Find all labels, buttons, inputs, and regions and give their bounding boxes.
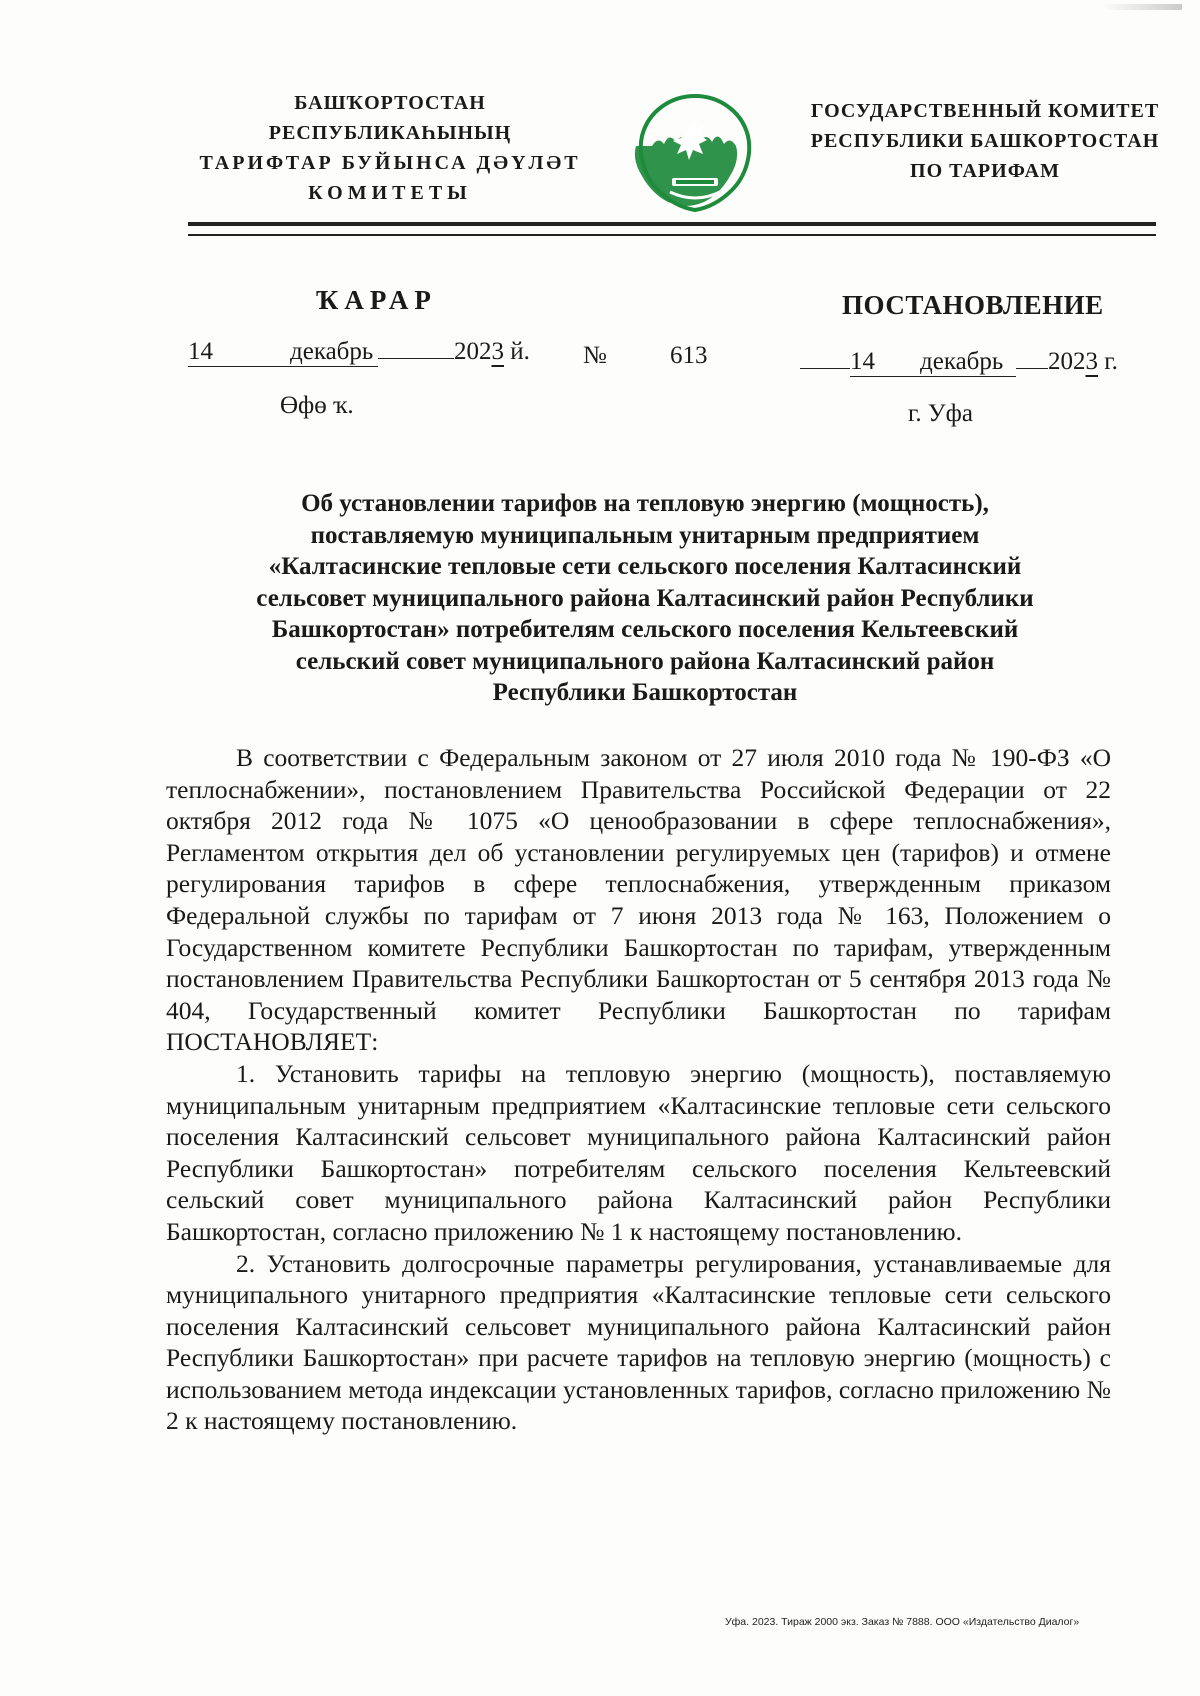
header-divider-thick	[188, 222, 1156, 226]
doc-type-bashkir: ҠАРАР	[316, 285, 437, 315]
header-right-line: ГОСУДАРСТВЕННЫЙ КОМИТЕТ	[810, 100, 1160, 122]
date-right-suffix: г.	[1104, 348, 1118, 375]
date-left-year-prefix: 202	[454, 338, 492, 365]
document-body	[166, 742, 1111, 1437]
title-line: сельский совет муниципального района Калтасинский район	[295, 647, 995, 675]
date-right-day: 14	[850, 348, 898, 377]
header-left-line: КОМИТЕТЫ	[308, 182, 472, 204]
header-left-line: ТАРИФТАР БУЙЫНСА ДӘҮЛӘТ	[199, 152, 581, 174]
item-1-paragraph: 1. Установить тарифы на тепловую энергию (мощность), поставляемую муниципальным унитарным предприятием «Калтасинские тепловые сети сельского поселения Калтасинский сельсовет муниципального района Калтасинский район Республики Башкортостан» потребителям сельского поселения Кельтеевский сельский совет муниципального района Калтасинский район Республики Башкортостан, согласно приложению № 1 к настоящему постановлению.	[166, 1058, 1111, 1246]
title-line: поставляемую муниципальным унитарным предприятием	[310, 521, 980, 549]
header-left-line: БАШҠОРТОСТАН РЕСПУБЛИКАҺЫНЫҢ	[268, 92, 512, 144]
title-line: Башкортостан» потребителям сельского поселения Кельтеевский	[271, 616, 1019, 643]
title-line: «Калтасинские тепловые сети сельского поселения Калтасинский	[268, 553, 1022, 580]
printer-imprint: Уфа. 2023. Тираж 2000 экз. Заказ № 7888. ООО «Издательство Диалог»	[725, 1616, 1080, 1628]
header-right-line: ПО ТАРИФАМ	[910, 160, 1060, 182]
place-russian: г. Уфа	[908, 400, 973, 427]
date-right-month: декабрь	[898, 348, 1016, 377]
header-divider-thin	[188, 234, 1156, 236]
date-left-month: декабрь	[248, 338, 378, 367]
date-left-day: 14	[188, 338, 248, 367]
document-title	[190, 488, 1100, 709]
date-left-year-digit: 3	[491, 338, 504, 365]
date-left-suffix: й.	[510, 338, 530, 365]
date-right	[800, 348, 1118, 377]
place-bashkir: Өфө ҡ.	[280, 392, 354, 419]
number-sign: №	[583, 342, 607, 369]
title-line: сельсовет муниципального района Калтасинский район Республики	[256, 584, 1034, 612]
scan-artifact	[1102, 4, 1182, 10]
title-line: Республики Башкортостан	[492, 679, 798, 706]
date-right-year-digit: 3	[1085, 348, 1098, 375]
document-number: 613	[670, 342, 708, 369]
header-right-russian	[790, 96, 1180, 186]
date-right-year-prefix: 202	[1048, 348, 1086, 375]
item-2-paragraph: 2. Установить долгосрочные параметры регулирования, устанавливаемые для муниципального унитарного предприятия «Калтасинские тепловые сети сельского поселения Калтасинский сельсовет муниципального района Калтасинский район Республики Башкортостан» при расчете тарифов на тепловую энергию (мощность) с использованием метода индексации установленных тарифов, согласно приложению № 2 к настоящему постановлению.	[166, 1248, 1111, 1436]
date-left	[188, 338, 530, 367]
title-line: Об установлении тарифов на тепловую энергию (мощность),	[301, 490, 989, 517]
coat-of-arms-icon	[630, 92, 760, 212]
preamble-paragraph: В соответствии с Федеральным законом от 27 июля 2010 года № 190-ФЗ «О теплоснабжении», постановлением Правительства Российской Федерации от 22 октября 2012 года № 1075 «О ценообразовании в сфере теплоснабжения», Регламентом открытия дел об установлении регулируемых цен (тарифов) и отмене регулирования тарифов в сфере теплоснабжения, утвержденным приказом Федеральной службы по тарифам от 7 июня 2013 года № 163, Положением о Государственном комитете Республики Башкортостан по тарифам, утвержденным постановлением Правительства Республики Башкортостан от 5 сентября 2013 года № 404, Государственный комитет Республики Башкортостан по тарифам ПОСТАНОВЛЯЕТ:	[166, 743, 1111, 1057]
header-right-line: РЕСПУБЛИКИ БАШКОРТОСТАН	[810, 130, 1160, 152]
header-left-bashkir	[180, 88, 600, 208]
doc-type-russian: ПОСТАНОВЛЕНИЕ	[842, 290, 1104, 320]
